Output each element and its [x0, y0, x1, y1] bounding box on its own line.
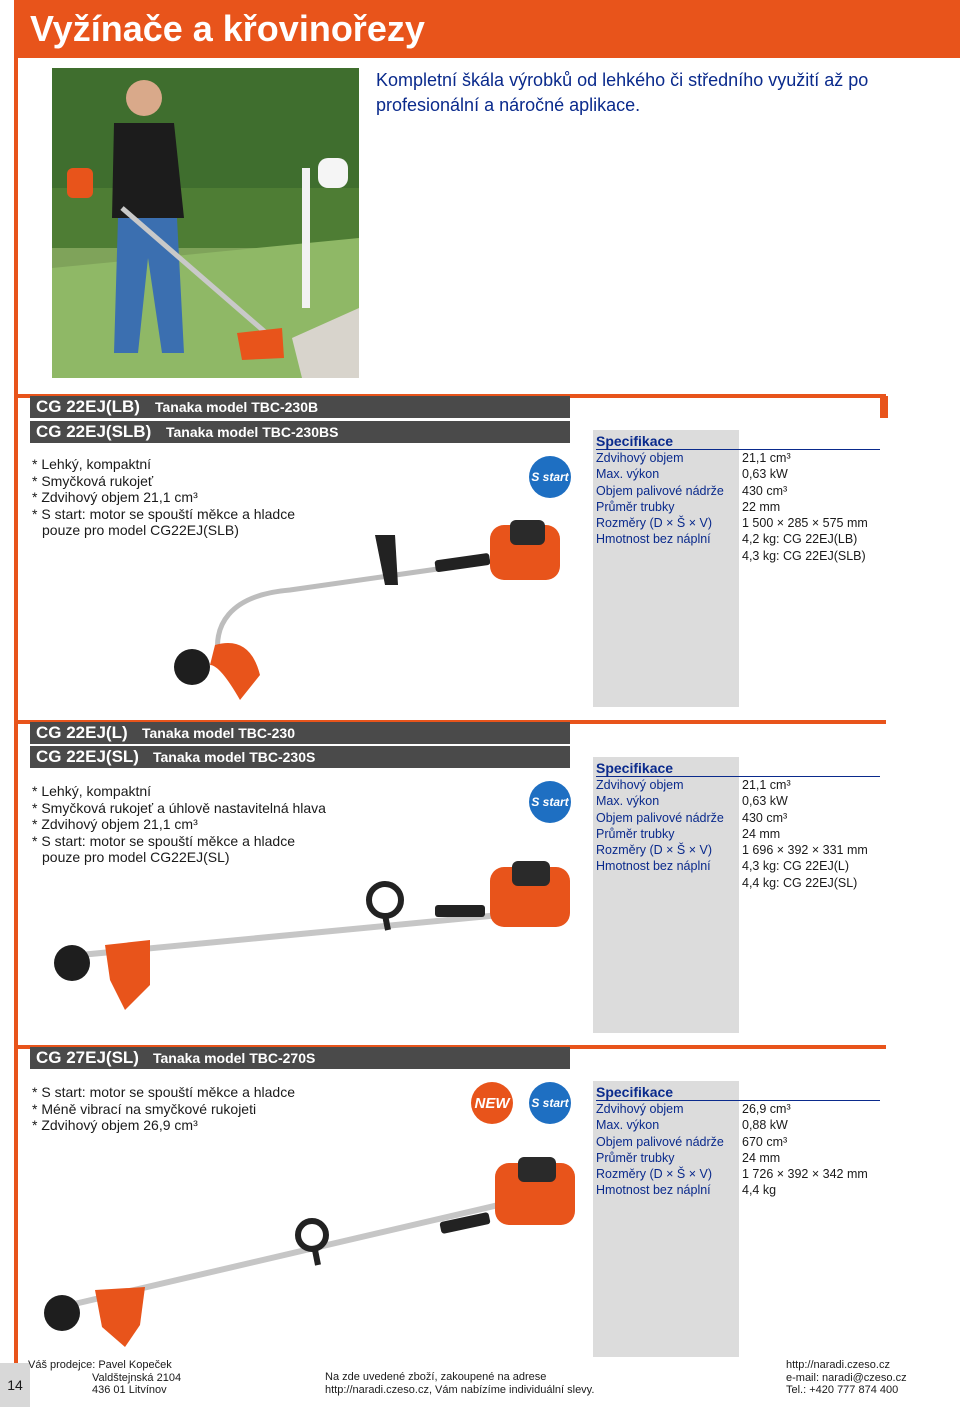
- feature-item: pouze pro model CG22EJ(SLB): [42, 522, 239, 538]
- spec-value: 0,63 kW: [742, 794, 788, 809]
- footer-middle-line2: http://naradi.czeso.cz, Vám nabízíme individuální slevy.: [325, 1383, 595, 1396]
- spec-label: Objem palivové nádrže: [596, 1134, 724, 1149]
- s-start-badge-icon: S start: [529, 781, 571, 823]
- feature-item: * Smyčková rukojeť a úhlově nastavitelná hlava: [32, 799, 326, 816]
- product1-model-name-1: CG 22EJ(LB): [36, 397, 140, 416]
- spec-value: 22 mm: [742, 499, 781, 514]
- product2-tanaka-2: Tanaka model TBC-230S: [153, 749, 316, 765]
- s-start-badge-icon: S start: [529, 1082, 571, 1124]
- footer-middle: [325, 1371, 594, 1396]
- spec-value: 0,88 kW: [742, 1118, 788, 1133]
- spec-label: Hmotnost bez náplní: [596, 532, 711, 547]
- footer-contact: [786, 1359, 907, 1397]
- spec-label: Průměr trubky: [596, 1150, 675, 1165]
- spec-value: 26,9 cm³: [742, 1102, 791, 1116]
- spec-value: 1 726 × 392 × 342 mm: [742, 1167, 868, 1182]
- spec-value: 0,63 kW: [742, 467, 788, 482]
- spec-value: 430 cm³: [742, 810, 788, 825]
- product3-features: [32, 1084, 295, 1134]
- page-number: 14: [0, 1363, 30, 1407]
- hero-photo: [52, 68, 359, 378]
- spec-label: Objem palivové nádrže: [596, 810, 724, 825]
- spec-label: Hmotnost bez náplní: [596, 1183, 711, 1198]
- product1-model-name-2: CG 22EJ(SLB): [36, 422, 152, 441]
- product1-spec-labels: [596, 450, 724, 548]
- product3-trimmer-image: [40, 1155, 590, 1350]
- feature-item: * S start: motor se spouští měkce a hladce: [32, 832, 296, 849]
- feature-item: * Méně vibrací na smyčkové rukojeti: [32, 1100, 257, 1117]
- spec-label: Zdvihový objem: [596, 451, 684, 465]
- spec-value: 24 mm: [742, 1150, 781, 1165]
- spec-label: Max. výkon: [596, 794, 660, 809]
- product2-spec-title: Specifikace: [596, 760, 674, 776]
- spec-label: Rozměry (D × Š × V): [596, 516, 712, 531]
- product3-model-name-1: CG 27EJ(SL): [36, 1048, 139, 1067]
- product1-tanaka-1: Tanaka model TBC-230B: [155, 399, 319, 415]
- product3-spec-labels: [596, 1101, 724, 1199]
- product3-spec-values: [742, 1101, 868, 1199]
- product2-trimmer-image: [50, 855, 590, 1015]
- spec-label: Max. výkon: [596, 467, 660, 482]
- spec-label: Zdvihový objem: [596, 1102, 684, 1116]
- product3-model-bar-1: [30, 1047, 570, 1069]
- left-accent-rule: [14, 58, 18, 1400]
- page-title: Vyžínače a křovinořezy: [30, 8, 425, 49]
- product1-orange-tab: [880, 396, 888, 418]
- feature-item: * Smyčková rukojeť: [32, 472, 154, 489]
- product1-trimmer-image: [170, 515, 590, 705]
- spec-value: 1 696 × 392 × 331 mm: [742, 843, 868, 858]
- product3-spec-title: Specifikace: [596, 1084, 674, 1100]
- product2-tanaka-1: Tanaka model TBC-230: [142, 725, 296, 741]
- feature-item: * Zdvihový objem 26,9 cm³: [32, 1117, 198, 1133]
- feature-item: * Lehký, kompaktní: [32, 456, 152, 472]
- feature-item: * S start: motor se spouští měkce a hladce: [32, 505, 296, 522]
- spec-label: Max. výkon: [596, 1118, 660, 1133]
- product2-features: [32, 783, 326, 866]
- footer-phone: Tel.: +420 777 874 400: [786, 1384, 899, 1396]
- footer-email-link[interactable]: e-mail: naradi@czeso.cz: [786, 1371, 907, 1384]
- feature-item: * Zdvihový objem 21,1 cm³: [32, 816, 198, 832]
- spec-label: Průměr trubky: [596, 826, 675, 841]
- spec-label: Rozměry (D × Š × V): [596, 1167, 712, 1182]
- spec-label: Rozměry (D × Š × V): [596, 843, 712, 858]
- product1-model-bar-2: [30, 421, 570, 443]
- feature-item: * S start: motor se spouští měkce a hladce: [32, 1084, 296, 1100]
- spec-value: 670 cm³: [742, 1134, 788, 1149]
- product2-spec-values: [742, 777, 868, 891]
- spec-label: Průměr trubky: [596, 499, 675, 514]
- product2-model-bar-2: [30, 746, 570, 768]
- spec-value: 4,4 kg: [742, 1183, 777, 1198]
- product1-spec-values: [742, 450, 868, 564]
- product1-tanaka-2: Tanaka model TBC-230BS: [166, 424, 339, 440]
- dealer-label: Váš prodejce: Pavel Kopeček: [28, 1359, 172, 1371]
- product2-model-name-2: CG 22EJ(SL): [36, 747, 139, 766]
- product2-model-bar-1: [30, 722, 570, 744]
- product2-model-name-1: CG 22EJ(L): [36, 723, 128, 742]
- intro-text: Kompletní škála výrobků od lehkého či středního využití až po profesionální a náročné aplikace.: [376, 70, 869, 115]
- s-start-badge-icon: S start: [529, 456, 571, 498]
- feature-item: pouze pro model CG22EJ(SL): [42, 849, 230, 865]
- footer-middle-line1: Na zde uvedené zboží, zakoupené na adrese: [325, 1371, 547, 1383]
- product2-spec-labels: [596, 777, 724, 875]
- spec-value: 21,1 cm³: [742, 451, 791, 465]
- spec-label: Objem palivové nádrže: [596, 483, 724, 498]
- spec-value: 4,3 kg: CG 22EJ(SLB): [742, 548, 866, 563]
- spec-value: 1 500 × 285 × 575 mm: [742, 516, 868, 531]
- feature-item: * Zdvihový objem 21,1 cm³: [32, 489, 198, 505]
- spec-value: 4,3 kg: CG 22EJ(L): [742, 859, 849, 874]
- new-badge-icon: NEW: [471, 1082, 513, 1124]
- spec-value: 4,4 kg: CG 22EJ(SL): [742, 875, 858, 890]
- product3-tanaka-1: Tanaka model TBC-270S: [153, 1050, 316, 1066]
- spec-value: 24 mm: [742, 826, 781, 841]
- dealer-street: Valdštejnská 2104: [92, 1371, 182, 1384]
- spec-value: 4,2 kg: CG 22EJ(LB): [742, 532, 858, 547]
- spec-value: 430 cm³: [742, 483, 788, 498]
- product1-spec-title: Specifikace: [596, 433, 674, 449]
- footer-dealer: [28, 1359, 181, 1397]
- footer-web-link[interactable]: http://naradi.czeso.cz: [786, 1359, 890, 1371]
- product1-model-bar-1: [30, 396, 570, 418]
- spec-label: Zdvihový objem: [596, 778, 684, 792]
- feature-item: * Lehký, kompaktní: [32, 783, 152, 799]
- spec-value: 21,1 cm³: [742, 778, 791, 792]
- spec-label: Hmotnost bez náplní: [596, 859, 711, 874]
- dealer-city: 436 01 Litvínov: [92, 1384, 167, 1396]
